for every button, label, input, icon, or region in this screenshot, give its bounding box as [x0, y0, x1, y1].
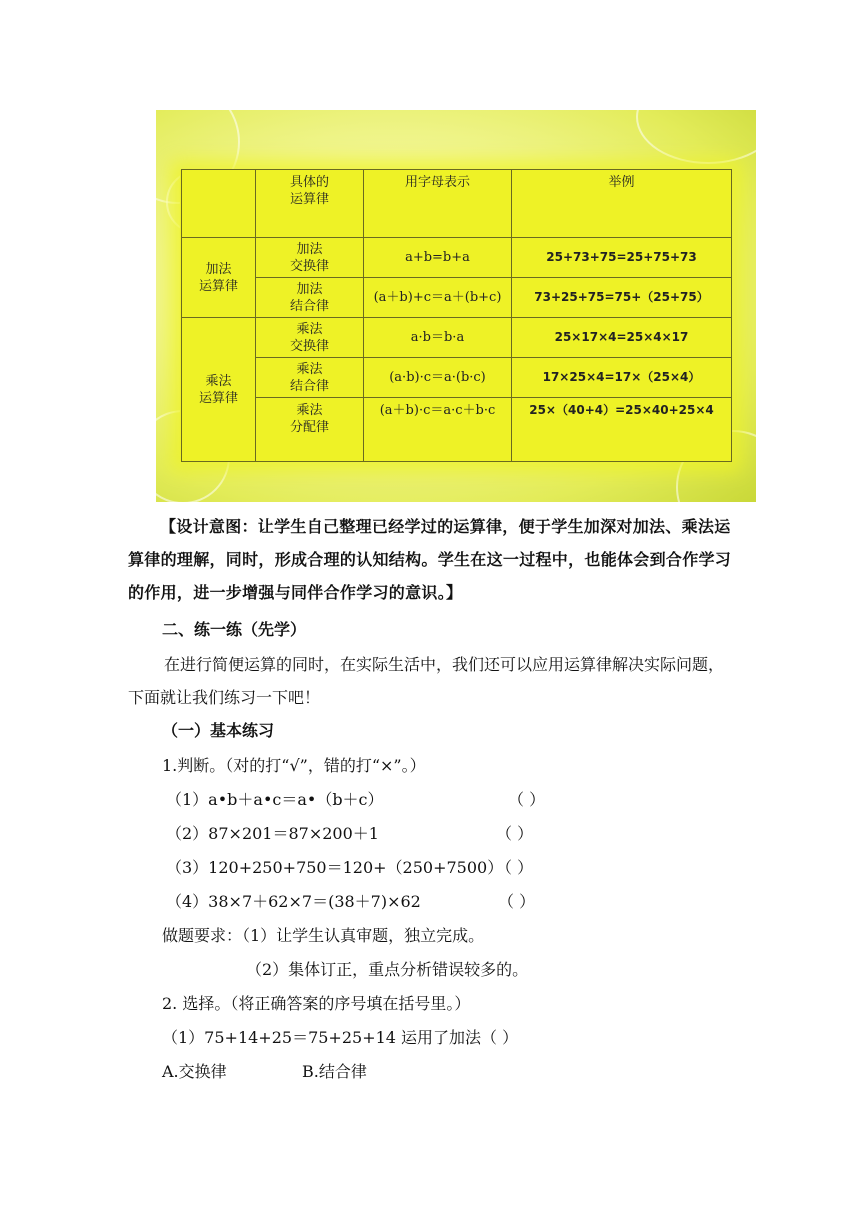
- q2-title: 2. 选择。（将正确答案的序号填在括号里。）: [162, 994, 471, 1013]
- table-header-row: [182, 170, 732, 238]
- q1-item: （3）120+250+750＝120+（250+7500）: [166, 858, 504, 877]
- law-formula: (a＋b)·c＝a·c＋b·c: [364, 398, 512, 462]
- law-example: 17×25×4=17×（25×4）: [512, 358, 732, 398]
- operation-laws-image: [156, 110, 756, 502]
- requirement-2: （2）集体订正，重点分析错误较多的。: [246, 960, 529, 979]
- answer-paren[interactable]: （ ）: [508, 790, 546, 809]
- design-intent: 【设计意图：让学生自己整理已经学过的运算律，便于学生加深对加法、乘法运算律的理解，同时，形成合理的认知结构。学生在这一过程中，也能体会到合作学习的作用，进一步增强与同伴合作学习的意识。】: [128, 517, 732, 602]
- answer-paren[interactable]: （ ）: [496, 858, 534, 877]
- law-example: 73+25+75=75+（25+75）: [512, 278, 732, 318]
- q2-option-b: B.结合律: [302, 1062, 367, 1081]
- group-multiplication: 乘法 运算律: [182, 318, 256, 462]
- header-formula: 用字母表示: [364, 170, 512, 238]
- table-row: [182, 318, 732, 358]
- answer-paren[interactable]: （ ）: [496, 824, 534, 843]
- section2-intro: 在进行简便运算的同时，在实际生活中，我们还可以应用运算律解决实际问题，下面就让我们练习一下吧！: [128, 655, 725, 707]
- answer-paren[interactable]: （ ）: [498, 892, 536, 911]
- basic-practice-title: （一）基本练习: [162, 721, 275, 740]
- section2-title: 二、练一练（先学）: [162, 620, 307, 639]
- law-name: 乘法 结合律: [256, 358, 364, 398]
- header-law: 具体的 运算律: [256, 170, 364, 238]
- law-name: 加法 交换律: [256, 238, 364, 278]
- q1-title: 1.判断。（对的打“√”，错的打“×”。）: [162, 756, 426, 775]
- law-formula: a·b＝b·a: [364, 318, 512, 358]
- law-example: 25×（40+4）=25×40+25×4: [512, 398, 732, 462]
- q1-item: （2）87×201＝87×200＋1: [166, 824, 379, 843]
- requirement-1: 做题要求：（1）让学生认真审题，独立完成。: [162, 926, 485, 945]
- law-name: 乘法 交换律: [256, 318, 364, 358]
- law-formula: a+b=b+a: [364, 238, 512, 278]
- table-row: [182, 238, 732, 278]
- table-row: [182, 278, 732, 318]
- header-example: 举例: [512, 170, 732, 238]
- group-addition: 加法 运算律: [182, 238, 256, 318]
- law-formula: (a＋b)+c＝a＋(b+c): [364, 278, 512, 318]
- q1-item: （1）a•b＋a•c＝a•（b＋c）: [166, 790, 384, 809]
- q2-option-a: A.交换律: [162, 1062, 227, 1081]
- operation-laws-table: [181, 169, 732, 462]
- law-formula: (a·b)·c＝a·(b·c): [364, 358, 512, 398]
- table-row: [182, 358, 732, 398]
- q1-item: （4）38×7＋62×7＝(38＋7)×62: [166, 892, 421, 911]
- law-example: 25×17×4=25×4×17: [512, 318, 732, 358]
- q2-item: （1）75+14+25＝75+25+14 运用了加法（ ）: [162, 1028, 519, 1047]
- law-name: 乘法 分配律: [256, 398, 364, 462]
- law-name: 加法 结合律: [256, 278, 364, 318]
- law-example: 25+73+75=25+75+73: [512, 238, 732, 278]
- header-blank: [182, 170, 256, 238]
- table-row: [182, 398, 732, 462]
